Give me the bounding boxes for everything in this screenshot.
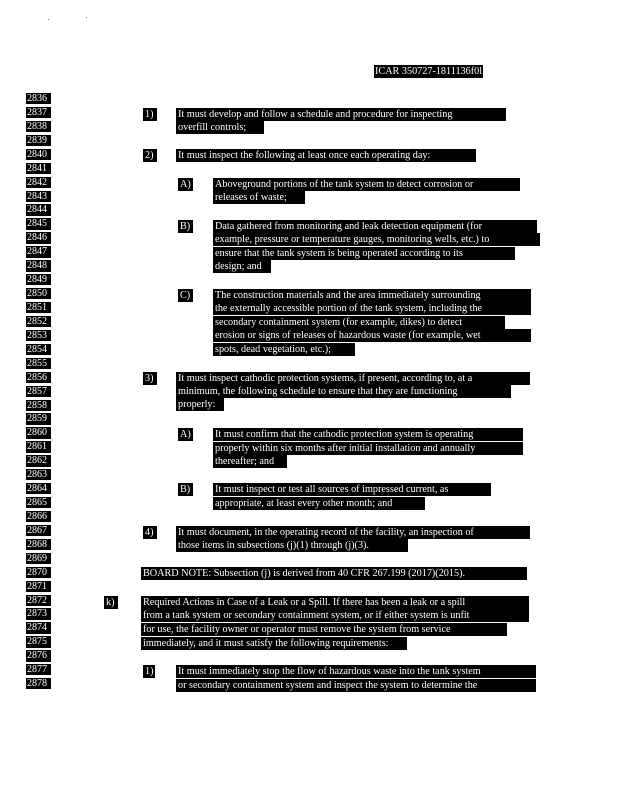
line-number: 2877 (26, 664, 51, 675)
document-header-code: ICAR 350727-1811136f0l (375, 66, 483, 77)
line-number: 2843 (26, 191, 51, 202)
line-number: 2839 (26, 135, 51, 146)
line-number: 2878 (26, 678, 51, 689)
line-number: 2842 (26, 177, 51, 188)
line-number: 2871 (26, 581, 51, 592)
item-text-line: Required Actions in Case of a Leak or a Spill. If there has been a leak or a spill (141, 596, 529, 609)
item-label: 2) (143, 149, 157, 162)
item-text-line: properly: (176, 398, 224, 411)
item-text-line: for use, the facility owner or operator must remove the system from service (141, 623, 507, 636)
board-note: BOARD NOTE: Subsection (j) is derived from 40 CFR 267.199 (2017)(2015). (141, 567, 527, 580)
item-label: 4) (143, 526, 157, 539)
item-text-line: The construction materials and the area immediately surrounding (213, 289, 531, 302)
item-text-line: immediately, and it must satisfy the following requirements: (141, 637, 407, 650)
line-number: 2865 (26, 497, 51, 508)
item-label: 3) (143, 372, 157, 385)
item-text-line: appropriate, at least every other month; and (213, 497, 425, 510)
item-text-line: from a tank system or secondary containment system, or if either system is unfit (141, 609, 529, 622)
item-label: 1) (143, 108, 157, 121)
item-label: B) (178, 483, 193, 496)
line-number: 2848 (26, 260, 51, 271)
line-number: 2861 (26, 441, 51, 452)
line-number: 2875 (26, 636, 51, 647)
item-text-line: secondary containment system (for example, dikes) to detect (213, 316, 505, 329)
line-number: 2860 (26, 427, 51, 438)
item-text-line: It must inspect the following at least once each operating day: (176, 149, 476, 162)
item-text-line: example, pressure or temperature gauges, monitoring wells, etc.) to (213, 233, 540, 246)
line-number: 2853 (26, 330, 51, 341)
scan-speck (48, 19, 49, 20)
line-number: 2867 (26, 525, 51, 536)
line-number: 2855 (26, 358, 51, 369)
line-number: 2840 (26, 149, 51, 160)
item-text-line: Data gathered from monitoring and leak detection equipment (for (213, 220, 537, 233)
line-number: 2846 (26, 232, 51, 243)
item-label: A) (178, 178, 193, 191)
item-label: B) (178, 220, 193, 233)
item-text-line: the externally accessible portion of the tank system, including the (213, 302, 531, 315)
line-number: 2836 (26, 93, 51, 104)
item-text-line: overfill controls; (176, 121, 264, 134)
scan-speck (86, 17, 87, 18)
item-text-line: design; and (213, 260, 271, 273)
line-number: 2858 (26, 400, 51, 411)
line-number: 2844 (26, 204, 51, 215)
item-text-line: those items in subsections (j)(1) through (j)(3). (176, 539, 408, 552)
item-text-line: minimum, the following schedule to ensure that they are functioning (176, 385, 511, 398)
line-number: 2872 (26, 595, 51, 606)
item-label: C) (178, 289, 193, 302)
item-text-line: It must immediately stop the flow of hazardous waste into the tank system (176, 665, 536, 678)
line-number: 2870 (26, 567, 51, 578)
item-text-line: or secondary containment system and inspect the system to determine the (176, 679, 536, 692)
item-text-line: It must inspect cathodic protection systems, if present, according to, at a (176, 372, 530, 385)
line-number: 2859 (26, 413, 51, 424)
item-text-line: It must develop and follow a schedule and procedure for inspecting (176, 108, 506, 121)
line-number: 2857 (26, 386, 51, 397)
item-text-line: thereafter; and (213, 455, 287, 468)
item-label: 1) (145, 666, 154, 677)
line-number: 2838 (26, 121, 51, 132)
line-number: 2863 (26, 469, 51, 480)
item-label: k) (104, 596, 118, 609)
item-text-line: erosion or signs of releases of hazardous waste (for example, wet (213, 329, 531, 342)
line-number: 2851 (26, 302, 51, 313)
item-text-line: properly within six months after initial installation and annually (213, 442, 523, 455)
line-number: 2864 (26, 483, 51, 494)
line-number: 2850 (26, 288, 51, 299)
line-number: 2876 (26, 650, 51, 661)
line-number: 2854 (26, 344, 51, 355)
line-number: 2841 (26, 163, 51, 174)
item-text-line: releases of waste; (213, 191, 305, 204)
line-number: 2868 (26, 539, 51, 550)
line-number: 2873 (26, 608, 51, 619)
item-text-line: spots, dead vegetation, etc.); (213, 343, 355, 356)
item-label: A) (178, 428, 193, 441)
line-number: 2845 (26, 218, 51, 229)
line-number: 2862 (26, 455, 51, 466)
line-number: 2874 (26, 622, 51, 633)
item-text-line: ensure that the tank system is being operated according to its (213, 247, 515, 260)
line-number: 2837 (26, 107, 51, 118)
line-number: 2847 (26, 246, 51, 257)
line-number: 2856 (26, 372, 51, 383)
item-text-line: It must inspect or test all sources of impressed current, as (213, 483, 491, 496)
item-text-line: Aboveground portions of the tank system to detect corrosion or (213, 178, 520, 191)
item-text-line: It must confirm that the cathodic protection system is operating (213, 428, 523, 441)
item-text-line: It must document, in the operating record of the facility, an inspection of (176, 526, 530, 539)
line-number: 2866 (26, 511, 51, 522)
line-number: 2852 (26, 316, 51, 327)
line-number: 2869 (26, 553, 51, 564)
line-number: 2849 (26, 274, 51, 285)
